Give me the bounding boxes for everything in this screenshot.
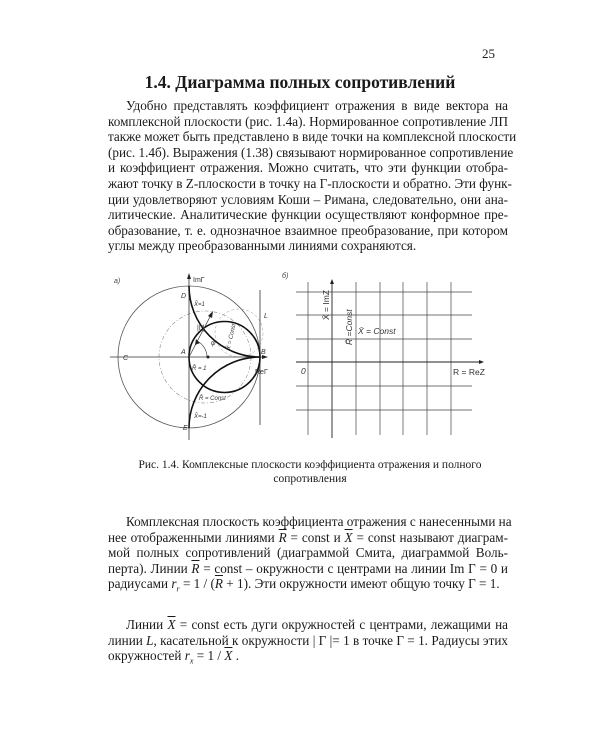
gamma-arrow-icon [208,311,213,318]
text-span: перта). Линии [108,560,192,576]
text-line [108,617,508,633]
gamma-magnitude-label: |Γ| [197,325,205,332]
x-const-label: X̄ = Const [226,323,238,351]
x-plus-one-label: X̄=1 [194,302,205,308]
smith-chart-panel [110,273,268,440]
text-line: ции удовлетворяют условиям Коши – Римана, следовательно, они ана- [108,191,508,207]
r-symbol: r [171,576,177,592]
paragraph-smith-chart [108,514,512,598]
origin-label: 0 [301,366,306,376]
text-line [108,648,508,669]
x-bar-symbol: $\overline{X}$ [344,529,353,545]
text-span: = 1 / ( [179,576,215,592]
text-line [108,561,508,577]
axis-im-gamma-label: ImΓ [193,277,205,284]
text-line: (рис. 1.4б). Выражения (1.38) связывают нормированное сопротивление [108,144,514,160]
panel-a-label: а) [114,278,121,285]
figure-svg [110,270,510,450]
text-span: = const [352,529,396,545]
r-one-center [207,356,210,359]
text-line: Удобно представлять коэффициент отражения в виде вектора на [126,98,508,113]
x-minus-one-label: X̄=-1 [194,414,207,420]
text-span: радиусами [108,576,172,592]
point-b-label: B [261,349,266,356]
section-title: 1.4. Диаграмма полных сопротивлений [144,72,456,92]
caption-line: Рис. 1.4. Комплексные плоскости коэффициента отражения и полного [138,459,482,471]
text-span: = const есть дуги окружностей с центрами, лежащими на [175,617,508,632]
paragraph-intro [108,98,517,254]
point-d-label: D [181,293,187,300]
z-re-axis-label: R = ReZ [453,367,485,377]
text-span: окружностей [108,648,185,664]
r-bar-symbol: $\overline{R}$ [214,576,223,592]
r-bar-symbol: $\overline{R}$ [278,529,287,545]
x-bar-symbol: $\overline{X}$ [167,617,176,632]
text-span: + 1). Эти окружности имеют общую точку Γ = 1. [222,576,500,592]
z-im-axis-label: X̄ = ImZ [321,290,331,320]
text-span: Линии [126,617,168,632]
axis-re-gamma-label: ReΓ [255,369,268,376]
text-line [108,530,508,546]
text-line: литические. Аналитические функции осуществляют конформное пре- [108,207,508,223]
r-bar-symbol: $\overline{R}$ [191,560,200,576]
text-line: Комплексная плоскость коэффициента отражения с нанесенными на [126,514,512,529]
line-l-label: L [264,313,268,320]
text-span: линии [108,632,147,648]
text-line: также может быть представлено в виде точки на комплексной плоскости [108,129,517,145]
phi-label: φ [211,340,216,347]
text-line: комплексной плоскости (рис. 1.4а). Нормированное сопротивление ЛП [108,113,508,129]
z-plane-panel [282,272,485,438]
r-one-label: R̄ = 1 [192,366,207,372]
text-line [108,576,508,597]
x-bar-symbol: $\overline{X}$ [224,648,233,664]
text-line: жают точку в Z-плоскости в точку на Г-плоскости и обратно. Эти функ- [108,175,512,191]
text-span: называют диаграм- [395,529,508,545]
paragraph-x-lines [108,617,508,669]
point-e-label: E [183,425,188,432]
im-axis-arrow-icon [187,273,191,279]
caption-line: сопротивления [273,473,347,485]
z-re-arrow-icon [479,360,484,364]
text-span: . [232,648,240,664]
text-span: = 1 / [193,648,225,664]
point-a-label: A [181,349,186,356]
text-span: = const – окружности с центрами на линии Im Γ = 0 и [199,560,508,576]
panel-b-label: б) [282,273,289,280]
text-span: = const и [286,529,345,545]
page-number: 25 [482,46,495,61]
text-span: нее отображенными линиями [108,529,279,545]
text-line [108,633,508,649]
z-r-const-label: R̄ =Const [344,309,354,345]
figure-caption [100,458,520,486]
text-span: , касательной к окружности | Γ |= 1 в точке Γ = 1. Радиусы этих [153,632,508,648]
r-symbol: r [184,648,190,664]
z-x-const-label: X̄ = Const [358,326,396,336]
l-symbol: L [146,632,154,648]
z-im-arrow-icon [330,279,334,284]
text-line: и коэффициент отражения. Можно считать, что эти функции отобра- [108,160,508,176]
figure-complex-planes [110,270,510,450]
point-c-label: C [123,355,129,362]
subscript: r [176,585,180,595]
r-const-label: R̄ = Const [199,396,226,402]
text-line: углы между преобразованными линиями сохраняются. [108,238,417,254]
subscript: x [189,656,194,666]
text-line: мой полных сопротивлений (диаграммой Смита, диаграммой Воль- [108,545,508,561]
text-line: образование, т. е. однозначное взаимное преобразование, при котором [108,222,508,238]
